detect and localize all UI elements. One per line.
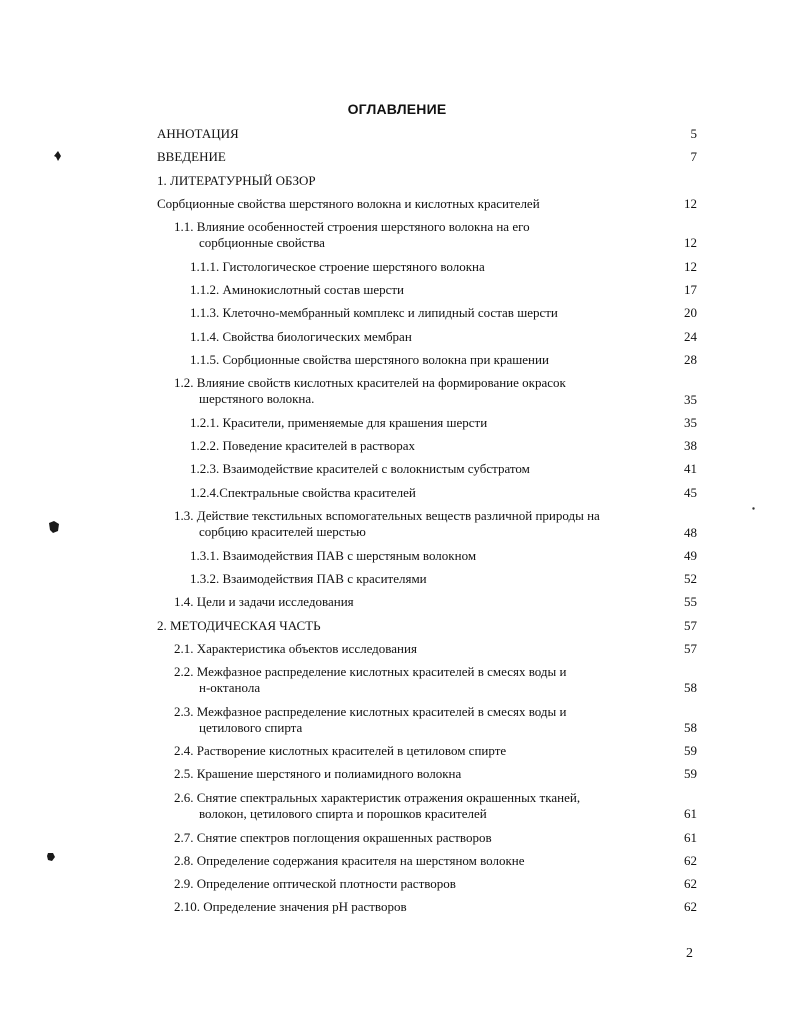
- toc-entry[interactable]: [174, 790, 580, 822]
- toc-entry-text: 1.2. Влияние свойств кислотных красителей на формирование окрасок: [174, 375, 566, 390]
- toc-entry-text: 2.5. Крашение шерстяного и полиамидного волокна: [174, 766, 462, 781]
- toc-entry[interactable]: [190, 461, 530, 477]
- toc-entry-page: 41: [684, 461, 697, 476]
- toc-entry[interactable]: [190, 438, 415, 454]
- toc-entry-text: 2.2. Межфазное распределение кислотных красителей в смесях воды и: [174, 664, 567, 679]
- toc-entry-page: 12: [684, 235, 697, 250]
- toc-entry-text: 1.2.2. Поведение красителей в растворах: [190, 438, 416, 453]
- toc-entry-page: 35: [684, 415, 697, 430]
- toc-entry-text: 1.1.4. Свойства биологических мембран: [190, 329, 412, 344]
- toc-entry[interactable]: [174, 594, 354, 610]
- toc-entry-page: 58: [684, 680, 697, 695]
- toc-entry-page: 49: [684, 548, 697, 563]
- toc-entry-text: 2.8. Определение содержания красителя на шерстяном волокне: [174, 853, 525, 868]
- toc-entry-text: 2.7. Снятие спектров поглощения окрашенных растворов: [174, 830, 492, 845]
- toc-entry-text: Сорбционные свойства шерстяного волокна и кислотных красителей: [157, 196, 540, 211]
- toc-entry-text: АННОТАЦИЯ: [157, 126, 239, 141]
- toc-entry[interactable]: [157, 173, 316, 189]
- toc-entry-text-cont: шерстяного волокна.: [199, 391, 315, 406]
- toc-entry-text-cont: н-октанола: [199, 680, 261, 695]
- page-number: 2: [686, 946, 693, 961]
- toc-entry[interactable]: [174, 664, 566, 696]
- punch-hole-mark-icon: [52, 150, 64, 162]
- toc-entry-page: 5: [690, 126, 697, 141]
- toc-entry-page: 61: [684, 830, 697, 845]
- toc-entry-text: 1.1. Влияние особенностей строения шерстяного волокна на его: [174, 219, 530, 234]
- toc-entry-text: 1. ЛИТЕРАТУРНЫЙ ОБЗОР: [157, 173, 316, 188]
- toc-entry-page: 59: [684, 766, 697, 781]
- toc-entry-text: 1.1.3. Клеточно-мембранный комплекс и липидный состав шерсти: [190, 305, 558, 320]
- toc-entry[interactable]: [190, 329, 412, 345]
- toc-entry[interactable]: [190, 548, 476, 564]
- toc-entry-page: 62: [684, 876, 697, 891]
- toc-entry[interactable]: [174, 219, 530, 251]
- toc-entry-page: 35: [684, 392, 697, 407]
- toc-entry[interactable]: [190, 259, 485, 275]
- toc-entry-text-cont: цетилового спирта: [199, 720, 303, 735]
- toc-entry-page: 12: [684, 259, 697, 274]
- toc-entry-page: 58: [684, 720, 697, 735]
- toc-entry-page: 7: [690, 149, 697, 164]
- toc-entry[interactable]: [174, 830, 492, 846]
- toc-entry[interactable]: [174, 743, 506, 759]
- toc-entry-text: 1.4. Цели и задачи исследования: [174, 594, 354, 609]
- toc-entry-page: 55: [684, 594, 697, 609]
- toc-entry-page: 45: [684, 485, 697, 500]
- punch-hole-mark-icon: [45, 851, 57, 863]
- toc-entry[interactable]: [190, 352, 549, 368]
- toc-entry-page: 62: [684, 899, 697, 914]
- toc-entry-page: 59: [684, 743, 697, 758]
- toc-entry-page: 28: [684, 352, 697, 367]
- toc-entry-text-cont: волокон, цетилового спирта и порошков красителей: [199, 806, 487, 821]
- toc-entry-page: 48: [684, 525, 697, 540]
- toc-entry-text: 1.2.3. Взаимодействие красителей с волокнистым субстратом: [190, 461, 530, 476]
- toc-entry-page: 38: [684, 438, 697, 453]
- speck-mark-icon: [752, 507, 755, 510]
- toc-entry[interactable]: [174, 375, 566, 407]
- toc-entry[interactable]: [174, 899, 407, 915]
- toc-entry-text-cont: сорбционные свойства: [199, 235, 325, 250]
- toc-entry[interactable]: [190, 305, 558, 321]
- toc-entry[interactable]: [157, 126, 239, 142]
- toc-entry-text: 1.3.1. Взаимодействия ПАВ с шерстяным волокном: [190, 548, 477, 563]
- toc-entry-text: ВВЕДЕНИЕ: [157, 149, 226, 164]
- toc-entry-page: 24: [684, 329, 697, 344]
- toc-entry-text: 1.1.1. Гистологическое строение шерстяного волокна: [190, 259, 485, 274]
- toc-entry-text: 1.3. Действие текстильных вспомогательных веществ различной природы на: [174, 508, 600, 523]
- toc-entry-text: 2. МЕТОДИЧЕСКАЯ ЧАСТЬ: [157, 618, 321, 633]
- page-title: ОГЛАВЛЕНИЕ: [347, 101, 447, 117]
- toc-entry[interactable]: [174, 508, 600, 540]
- toc-entry-page: 52: [684, 571, 697, 586]
- toc-entry-page: 57: [684, 618, 697, 633]
- toc-entry[interactable]: [174, 766, 461, 782]
- toc-entry-text: 1.2.1. Красители, применяемые для крашения шерсти: [190, 415, 488, 430]
- toc-entry-text: 1.1.2. Аминокислотный состав шерсти: [190, 282, 405, 297]
- toc-entry-page: 12: [684, 196, 697, 211]
- toc-entry-page: 17: [684, 282, 697, 297]
- toc-entry[interactable]: [190, 571, 427, 587]
- toc-entry[interactable]: [157, 618, 321, 634]
- toc-entry[interactable]: [157, 149, 226, 165]
- toc-entry[interactable]: [174, 704, 566, 736]
- toc-entry-text: 1.2.4.Спектральные свойства красителей: [190, 485, 416, 500]
- toc-entry-text: 2.9. Определение оптической плотности растворов: [174, 876, 456, 891]
- toc-entry-page: 20: [684, 305, 697, 320]
- toc-entry[interactable]: [174, 853, 525, 869]
- toc-entry-text-cont: сорбцию красителей шерстью: [199, 524, 366, 539]
- toc-entry-text: 2.6. Снятие спектральных характеристик отражения окрашенных тканей,: [174, 790, 581, 805]
- toc-entry-text: 2.3. Межфазное распределение кислотных красителей в смесях воды и: [174, 704, 567, 719]
- toc-entry-page: 57: [684, 641, 697, 656]
- toc-entry-text: 2.4. Растворение кислотных красителей в цетиловом спирте: [174, 743, 507, 758]
- toc-entry[interactable]: [190, 282, 404, 298]
- toc-entry[interactable]: [190, 415, 487, 431]
- toc-entry[interactable]: [157, 196, 540, 212]
- toc-entry-text: 2.1. Характеристика объектов исследования: [174, 641, 417, 656]
- toc-entry-text: 1.3.2. Взаимодействия ПАВ с красителями: [190, 571, 427, 586]
- toc-entry-text: 1.1.5. Сорбционные свойства шерстяного волокна при крашении: [190, 352, 549, 367]
- toc-entry[interactable]: [190, 485, 416, 501]
- toc-entry-page: 62: [684, 853, 697, 868]
- toc-entry[interactable]: [174, 641, 417, 657]
- toc-entry-text: 2.10. Определение значения pH растворов: [174, 899, 407, 914]
- toc-entry[interactable]: [174, 876, 456, 892]
- toc-entry-page: 61: [684, 806, 697, 821]
- punch-hole-mark-icon: [47, 520, 61, 534]
